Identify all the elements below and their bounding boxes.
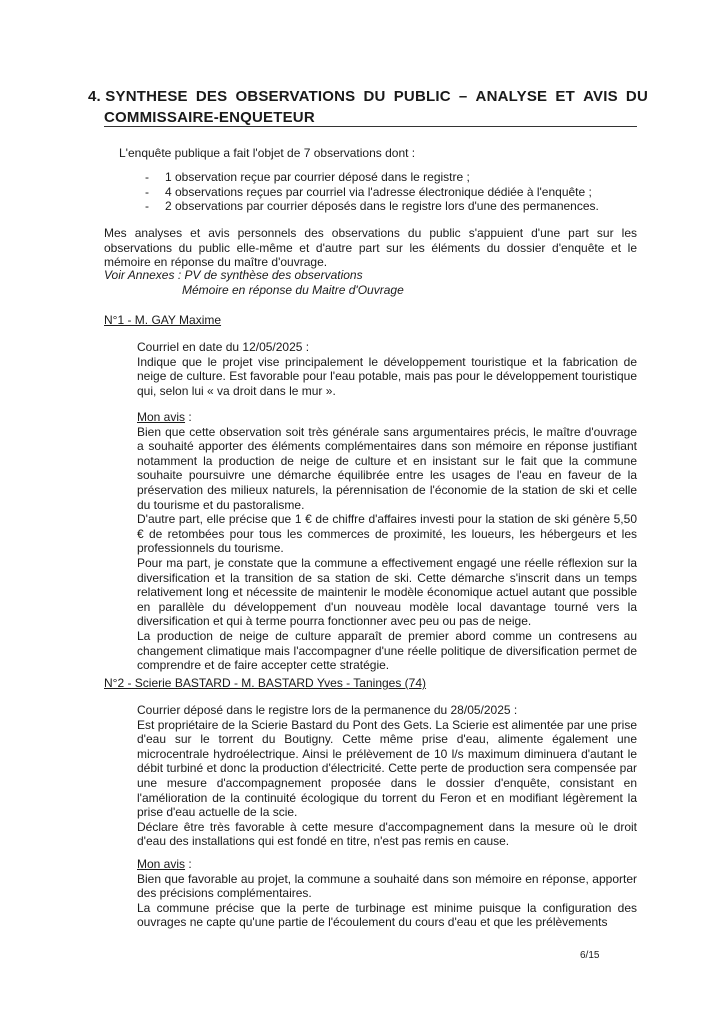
heading-word: ET — [555, 88, 575, 105]
observation-text: Est propriétaire de la Scierie Bastard du Pont des Gets. La Scierie est alimentée par une prise d'eau sur le torrent du Boutigny. Cette même prise d'eau, alimente également une microcentrale hydroélectrique. Ainsi le prélèvement de 10 l/s maximum diminuera d'autant le débit turbiné et donc la production d'électricité. Cette perte de production sera compensée par une mesure d'accompagnement proposée dans le dossier d'enquête, consistant en l'amélioration de la continuité écologique du torrent du Feron et en modifiant légèrement la prise d'eau actuelle de la scie. — [137, 717, 637, 820]
heading-word: DU — [625, 88, 648, 105]
avis-paragraph: La commune précise que la perte de turbinage est minime puisque la configuration des ouvrages ne capte qu'une partie de l'écoulement du cours d'eau et que les prélèvements — [137, 900, 637, 930]
observation-date: Courrier déposé dans le registre lors de la permanence du 28/05/2025 : — [137, 703, 518, 717]
dash-icon: - — [145, 199, 149, 214]
avis-paragraph: La production de neige de culture apparaît de premier abord comme un contresens au changement climatique mais l'accompagner d'une réelle politique de diversification permet de comprendre et de faire accepter cette stratégie. — [137, 628, 637, 673]
avis-heading — [137, 857, 637, 872]
section-heading — [88, 86, 648, 128]
annexes-line: Mémoire en réponse du Maitre d'Ouvrage — [182, 282, 404, 297]
annexes-note — [104, 268, 637, 297]
dash-icon: - — [145, 170, 149, 184]
heading-word: SYNTHESE — [105, 88, 188, 105]
avis-paragraph: Pour ma part, je constate que la commune a effectivement engagé une réelle réflexion sur la diversification et la transition de sa station de ski. Cette démarche s'inscrit dans un temps relativement long et nécessite de maintenir le modèle économique actuel autant que possible en parallèle du développement d'un nouveau modèle local davantage tourné vers la diversification et qui à terme pourra fonctionner avec peu ou pas de neige. — [137, 555, 637, 629]
heading-word: DU — [363, 88, 386, 105]
avis-heading — [137, 410, 637, 425]
observation-1-title: N°1 - M. GAY Maxime — [104, 313, 222, 327]
section-number: 4. — [88, 88, 101, 105]
intro-text: L'enquête publique a fait l'objet de 7 observations dont : — [119, 146, 416, 160]
avis-paragraph: Bien que favorable au projet, la commune a souhaité dans son mémoire en réponse, apporter des précisions complémentaires. — [137, 871, 637, 901]
heading-word: – — [458, 88, 468, 105]
observation-text: Déclare être très favorable à cette mesure d'accompagnement dans la mesure où le droit d'eau des installations qui est fondé en titre, n'est pas remis en cause. — [137, 819, 637, 849]
heading-word: ANALYSE — [475, 88, 548, 105]
list-item-text: 2 observations par courrier déposés dans le registre lors d'une des permanences. — [165, 199, 599, 214]
avis-colon: : — [185, 857, 192, 871]
section-heading-line2: COMMISSAIRE-ENQUETEUR — [104, 109, 315, 126]
heading-word: DES — [195, 88, 228, 105]
dash-icon: - — [145, 184, 149, 199]
observation-text: Indique que le projet vise principalement le développement touristique et la fabrication de neige de culture. Est favorable pour l'eau potable, mais pas pour le développement touristique qui, selon lui « va droit dans le mur ». — [137, 354, 637, 398]
page-number: 6/15 — [580, 950, 600, 961]
heading-word: OBSERVATIONS — [235, 88, 356, 105]
observation-2-title: N°2 - Scierie BASTARD - M. BASTARD Yves - Taninges (74) — [104, 676, 427, 690]
list-item-text: 4 observations reçues par courriel via l'adresse électronique dédiée à l'enquête ; — [165, 184, 592, 199]
observations-list — [145, 170, 635, 214]
list-item — [145, 199, 635, 214]
list-item — [145, 170, 635, 185]
avis-colon: : — [185, 410, 192, 424]
heading-word — [88, 86, 188, 107]
avis-label: Mon avis — [137, 410, 186, 424]
avis-label: Mon avis — [137, 857, 186, 871]
observation-2-avis — [137, 857, 637, 930]
observation-2-body — [137, 703, 637, 849]
list-item-text: 1 observation reçue par courrier déposé dans le registre ; — [165, 170, 470, 184]
avis-paragraph: D'autre part, elle précise que 1 € de chiffre d'affaires investi pour la station de ski génère 5,50 € de retombées pour tous les commerces de proximité, les loueurs, les hébergeurs et les professionnels du tourisme. — [137, 512, 637, 556]
annexes-line: Voir Annexes : PV de synthèse des observations — [104, 268, 363, 282]
analyses-paragraph: Mes analyses et avis personnels des observations du public s'appuient d'une part sur les observations du public elle-même et d'autre part sur les éléments du dossier d'enquête et le mémoire en réponse du maître d'ouvrage. — [104, 226, 637, 270]
section-heading-line1 — [88, 86, 648, 107]
avis-paragraph: Bien que cette observation soit très générale sans argumentaires précis, le maître d'ouvrage a souhaité apporter des éléments complémentaires dans son mémoire en réponse justifiant notamment la production de neige de culture et en insistant sur le fait que la commune souhaite poursuivre une démarche équilibrée entre les usages de l'eau en faveur de la préservation des milieux naturels, la pérennisation de l'économie de la station de ski et celle du tourisme et du pastoralisme. — [137, 424, 637, 512]
observation-1-body — [137, 340, 637, 398]
heading-underline — [104, 126, 637, 127]
heading-word: AVIS — [583, 88, 618, 105]
heading-word: PUBLIC — [393, 88, 451, 105]
observation-1-avis — [137, 410, 637, 673]
observation-date: Courriel en date du 12/05/2025 : — [137, 340, 310, 354]
list-item — [145, 185, 635, 200]
